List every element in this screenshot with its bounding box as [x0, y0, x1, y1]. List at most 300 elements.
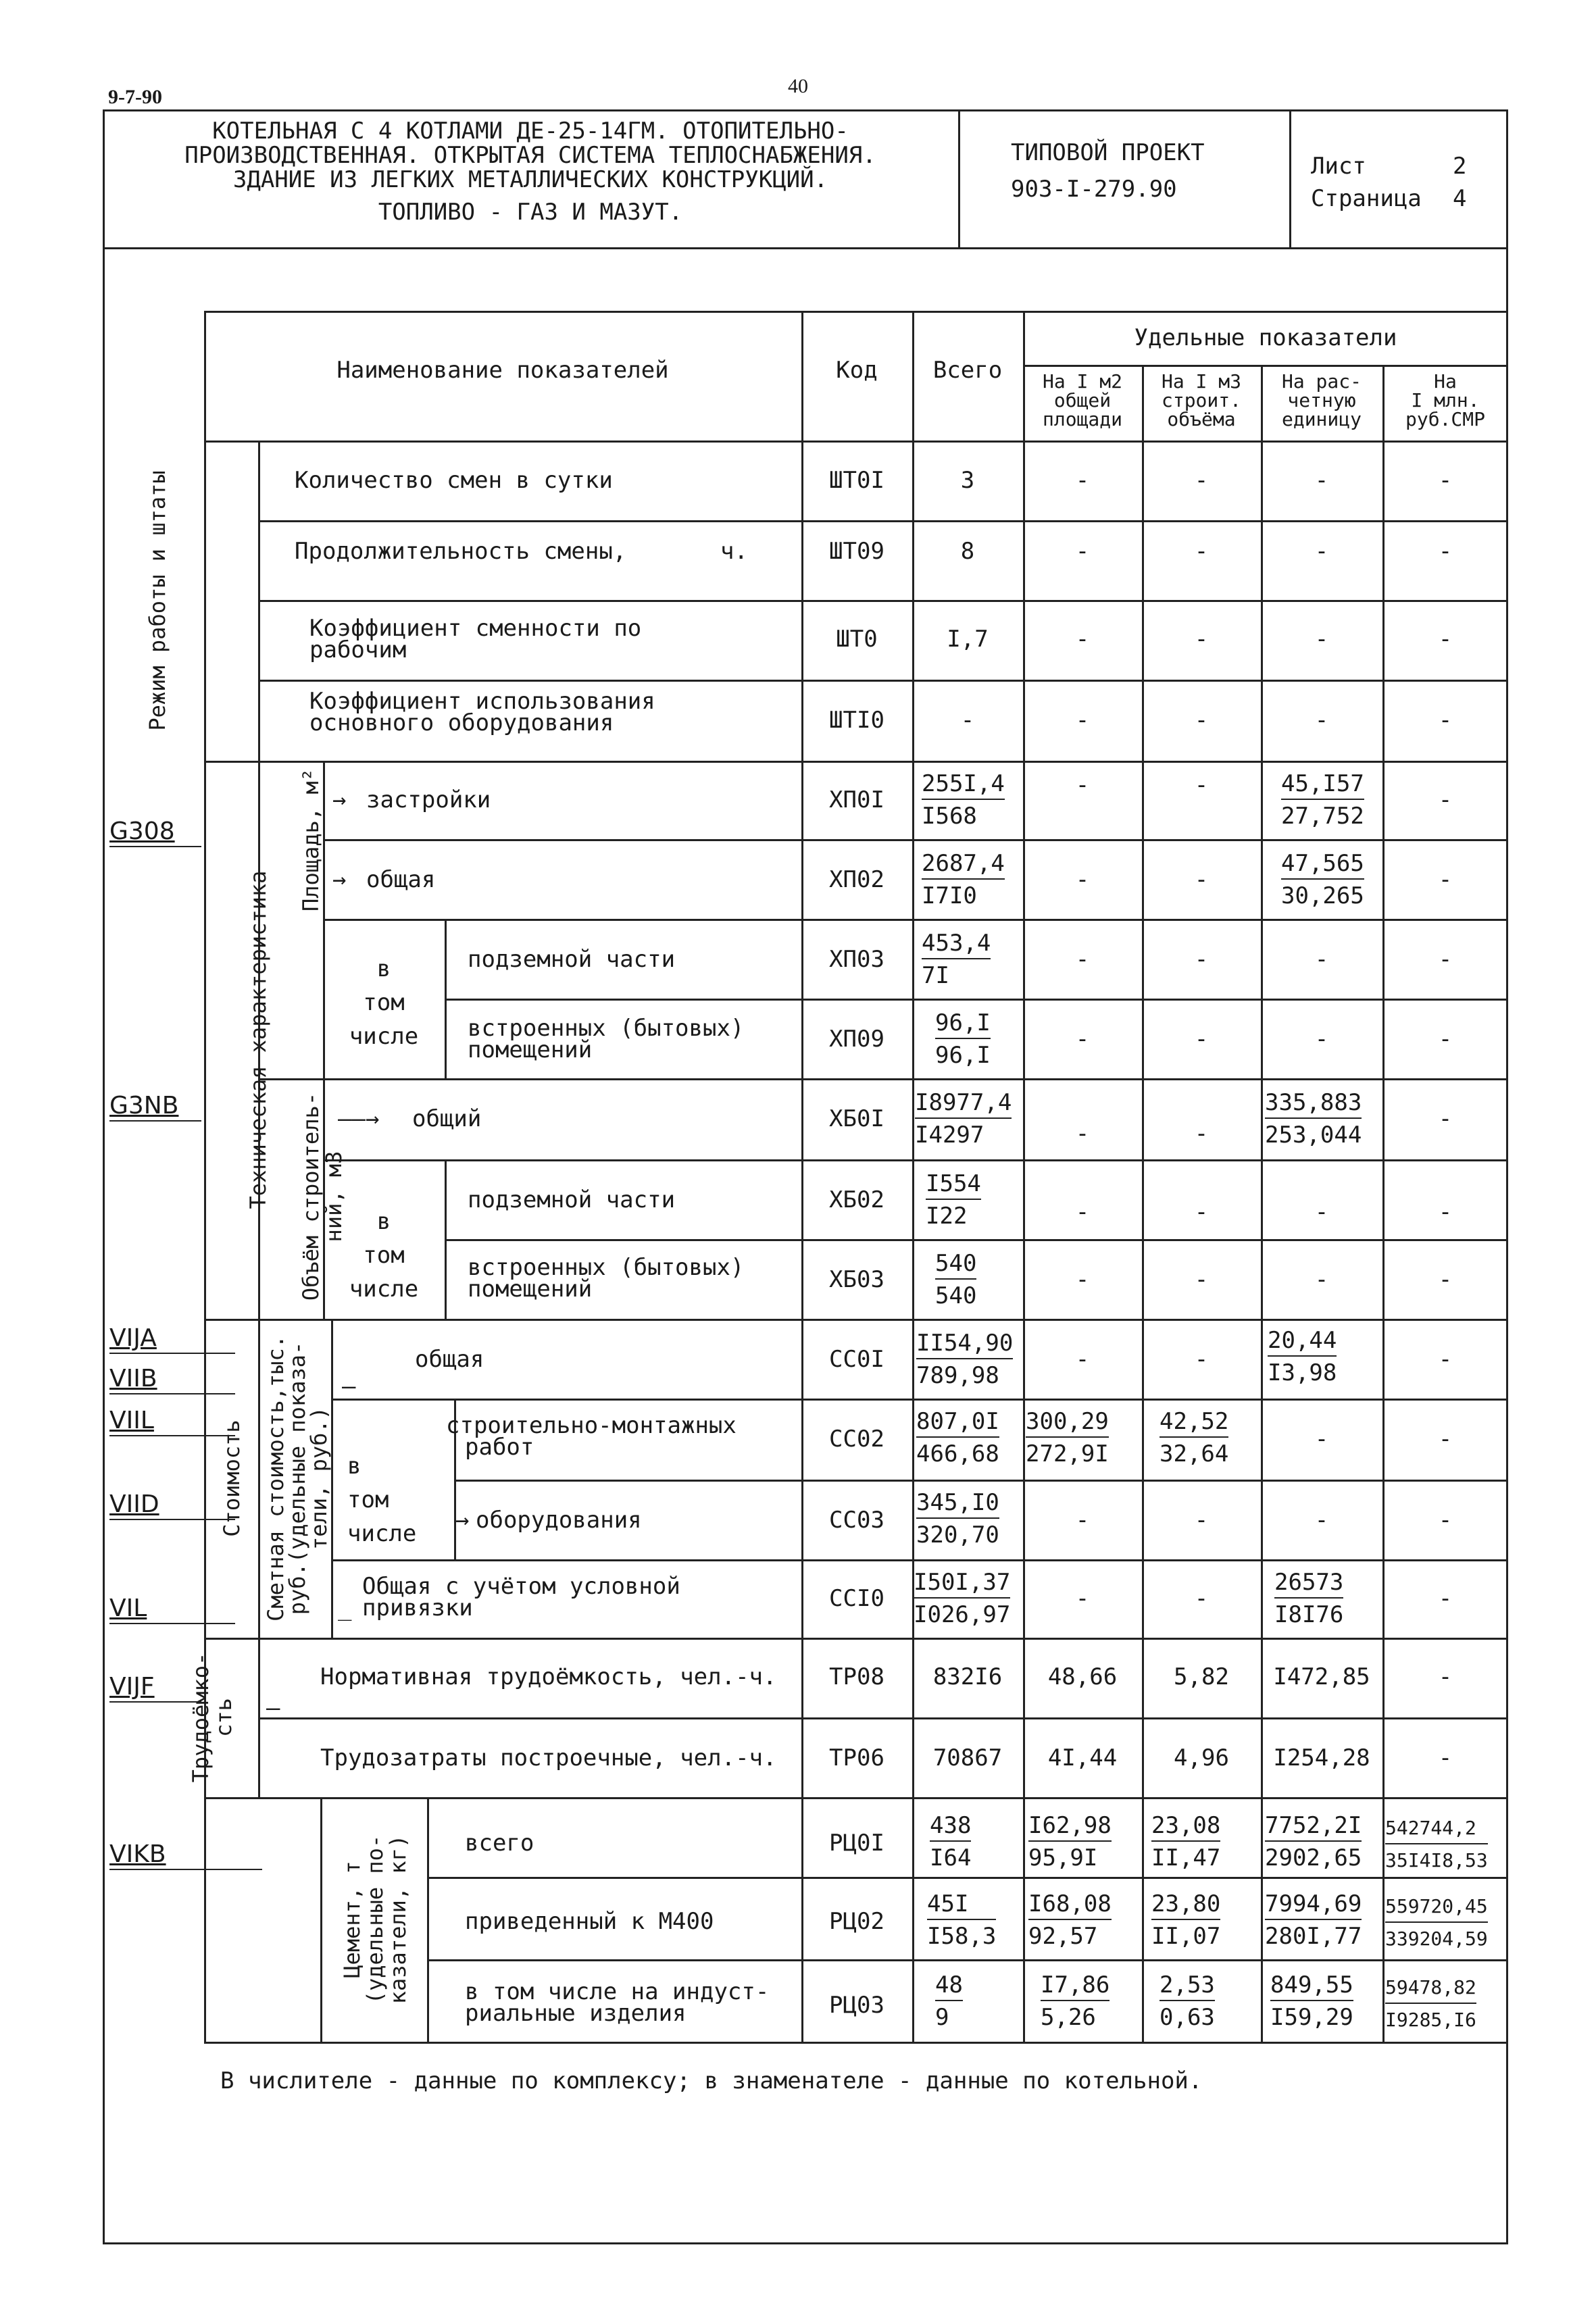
margin-tick: [109, 1120, 201, 1122]
denominator: 9: [935, 2004, 949, 2031]
group-line: [204, 1797, 1508, 1799]
row-code: СС03: [829, 1507, 884, 1534]
cell: -: [1194, 866, 1209, 893]
c4-fraction: [1385, 1894, 1488, 1951]
title-line-4: ТОПЛИВО - ГАЗ И МАЗУТ.: [378, 199, 683, 226]
cell: 48,66: [1047, 1663, 1118, 1690]
row-total-fraction: [916, 1331, 1013, 1388]
margin-tick: [109, 1393, 235, 1394]
cell: -: [1438, 1266, 1453, 1293]
group-cement-l3: казатели, кг): [385, 1834, 411, 2005]
cell: -: [1314, 946, 1329, 973]
row-unit: ч.: [720, 538, 748, 565]
cell: -: [1314, 1199, 1329, 1226]
cell: -: [1194, 1120, 1209, 1147]
denominator: 2902,65: [1265, 1844, 1362, 1871]
head-c3-l3: единицу: [1281, 408, 1362, 430]
row-total: 8: [960, 538, 975, 565]
group-cost-l2: руб.(удельные показа-: [284, 1341, 310, 1615]
incl-1-l2: том: [363, 989, 405, 1016]
row-label-l2: рабочим: [309, 636, 407, 663]
numerator: 45I: [927, 1892, 996, 1920]
head-c2-l2: строит.: [1161, 389, 1241, 411]
cell: -: [1314, 1026, 1329, 1053]
cell: I254,28: [1273, 1744, 1370, 1771]
cell: -: [1075, 866, 1090, 893]
numerator: 335,883: [1265, 1090, 1362, 1119]
sheet-label: Лист: [1311, 153, 1366, 180]
c3-fraction: [1274, 1570, 1343, 1627]
group-line: [204, 761, 1508, 763]
dash-glyph: —: [266, 1694, 280, 1721]
denominator: 272,9I: [1026, 1440, 1109, 1467]
margin-tick: [109, 1519, 235, 1520]
c3-fraction: [1265, 1892, 1362, 1948]
incl-col-line: [445, 919, 447, 1078]
margin-mark: G3NB: [109, 1092, 179, 1120]
cell: 4I,44: [1047, 1744, 1118, 1771]
denominator: 27,752: [1281, 803, 1364, 830]
row-code: ТР06: [829, 1744, 884, 1771]
row-total-fraction: [922, 772, 1005, 828]
document-date: 9-7-90: [108, 86, 162, 108]
row-total-fraction: [914, 1570, 1010, 1627]
c2-fraction: [1151, 1892, 1220, 1948]
cell: -: [1194, 1266, 1209, 1293]
row-code: ХП0I: [829, 786, 884, 813]
denominator: 92,57: [1028, 1923, 1098, 1950]
margin-tick: [109, 846, 201, 847]
row-label: приведенный к М400: [465, 1908, 714, 1935]
arrow-glyph: →: [332, 866, 347, 893]
cell: -: [1314, 1266, 1329, 1293]
numerator: 47,565: [1281, 851, 1364, 880]
cell: -: [1438, 1663, 1453, 1690]
row-line: [427, 1959, 1508, 1961]
row-code: СС02: [829, 1426, 884, 1453]
cement-col-line: [320, 1797, 322, 2042]
row-total-fraction: [930, 1813, 971, 1870]
numerator: 48: [935, 1973, 963, 2001]
head-c3-l2: четную: [1287, 389, 1356, 411]
margin-mark: VIID: [109, 1490, 159, 1518]
cell: -: [1075, 946, 1090, 973]
margin-mark: VIJA: [109, 1324, 157, 1352]
table-top: [204, 311, 1508, 313]
cell: -: [1075, 1585, 1090, 1612]
row-total: 832I6: [932, 1663, 1003, 1690]
row-total-fraction: [915, 1090, 1012, 1147]
row-line: [258, 680, 1508, 682]
cell: -: [1314, 707, 1329, 734]
c3-fraction: [1265, 1813, 1362, 1870]
cell: -: [1438, 538, 1453, 565]
margin-tick: [109, 1869, 262, 1870]
incl-3-l1: в: [347, 1453, 361, 1480]
row-label-l2: основного оборудования: [309, 709, 614, 736]
numerator: 26573: [1274, 1570, 1343, 1599]
row-code: ХП02: [829, 866, 884, 893]
cell: -: [1438, 707, 1453, 734]
denominator: I026,97: [914, 1601, 1011, 1628]
head-c2-l3: объёма: [1167, 408, 1236, 430]
col-c1-left: [1023, 311, 1025, 2043]
cell: 4,96: [1174, 1744, 1229, 1771]
row-label-l2: работ: [465, 1434, 534, 1461]
margin-mark: VIIL: [109, 1407, 154, 1434]
group-work-mode: Режим работы и штаты: [145, 470, 170, 731]
arrow-glyph: →: [455, 1507, 470, 1534]
c2-fraction: [1159, 1973, 1215, 2030]
row-line: [331, 1559, 1508, 1561]
row-total: 3: [960, 467, 975, 494]
head-specific: Удельные показатели: [1134, 324, 1397, 351]
row-label-l1: Коэффициент использования: [309, 688, 655, 715]
row-label-l1: строительно-монтажных: [446, 1412, 737, 1439]
cell: -: [1314, 626, 1329, 653]
row-code: ШТ0I: [829, 467, 884, 494]
cell: -: [1438, 1426, 1453, 1453]
denominator: 320,70: [916, 1521, 999, 1549]
numerator: 20,44: [1268, 1328, 1337, 1357]
row-total-fraction: [916, 1409, 999, 1466]
denominator: 540: [935, 1282, 977, 1309]
row-label: Трудозатраты построечные, чел.-ч.: [320, 1744, 777, 1771]
head-bottom: [204, 441, 1508, 443]
title-line-2: ПРОИЗВОДСТВЕННАЯ. ОТКРЫТАЯ СИСТЕМА ТЕПЛОСНАБЖЕНИЯ.: [184, 142, 876, 169]
row-code: РЦ03: [829, 1992, 884, 2019]
cell: -: [1075, 1199, 1090, 1226]
cell: -: [1438, 1585, 1453, 1612]
c1-fraction: [1028, 1892, 1112, 1948]
c3-fraction: [1281, 772, 1364, 828]
cell: -: [1438, 626, 1453, 653]
row-label: подземной части: [468, 946, 676, 973]
row-total-fraction: [935, 1011, 991, 1067]
row-label-l2: привязки: [362, 1594, 473, 1621]
margin-tick: [109, 1353, 235, 1354]
row-label: общий: [412, 1105, 482, 1132]
row-label-l1: Коэффициент сменности по: [309, 615, 642, 642]
row-line: [258, 520, 1508, 522]
row-code: ССI0: [829, 1585, 884, 1612]
numerator: 7994,69: [1265, 1892, 1362, 1920]
row-total-fraction: [935, 1251, 976, 1308]
margin-mark: VIIB: [109, 1365, 157, 1392]
row-line: [258, 600, 1508, 602]
numerator: 345,I0: [916, 1490, 999, 1519]
cell: -: [1194, 1507, 1209, 1534]
row-total-fraction: [927, 1892, 996, 1948]
title-line-3: ЗДАНИЕ ИЗ ЛЕГКИХ МЕТАЛЛИЧЕСКИХ КОНСТРУКЦИЙ.: [232, 166, 828, 193]
table-bottom: [204, 2042, 1508, 2044]
cell: -: [1194, 772, 1209, 799]
specific-sub-line: [1023, 365, 1508, 367]
cell: -: [1194, 467, 1209, 494]
incl-2-l1: в: [376, 1208, 391, 1235]
group-volume-l1: Объём строитель-: [298, 1092, 324, 1301]
cell: -: [1075, 772, 1090, 799]
dash-glyph: _: [338, 1594, 352, 1621]
cell: -: [1438, 1026, 1453, 1053]
numerator: 2687,4: [922, 851, 1005, 880]
denominator: 32,64: [1159, 1440, 1229, 1467]
project-number: 903-I-279.90: [1011, 176, 1177, 203]
numerator: II54,90: [916, 1331, 1013, 1359]
row-label: Нормативная трудоёмкость, чел.-ч.: [320, 1663, 777, 1690]
cell: -: [1314, 1426, 1329, 1453]
head-name: Наименование показателей: [336, 357, 669, 384]
incl-3-l2: том: [347, 1486, 389, 1513]
footnote: В числителе - данные по комплексу; в знаменателе - данные по котельной.: [220, 2067, 1203, 2094]
cell: -: [1194, 1585, 1209, 1612]
row-label-l1: встроенных (бытовых): [468, 1015, 745, 1042]
dash-glyph: —: [342, 1373, 356, 1400]
group-cost-l3: тели, руб.): [306, 1407, 332, 1550]
incl-1-l3: числе: [349, 1023, 419, 1050]
denominator: I7I0: [922, 882, 977, 909]
numerator: 540: [935, 1251, 976, 1280]
header-divider-1: [958, 109, 960, 249]
row-total-fraction: [916, 1490, 999, 1547]
cell: -: [1075, 626, 1090, 653]
denominator: I568: [922, 803, 977, 830]
head-c1-l2: общей: [1053, 389, 1112, 411]
row-total-fraction: [926, 1172, 981, 1228]
row-code: РЦ0I: [829, 1830, 884, 1857]
cell: -: [1438, 866, 1453, 893]
c4-fraction: [1385, 1816, 1488, 1873]
numerator: 849,55: [1270, 1973, 1353, 2001]
page-label: Страница: [1311, 185, 1422, 212]
cell: -: [1075, 1120, 1090, 1147]
head-c4-l2: I млн.: [1411, 389, 1480, 411]
cell: -: [1438, 1744, 1453, 1771]
cell: -: [1075, 467, 1090, 494]
denominator: 339204,59: [1385, 1928, 1488, 1950]
row-label-l2: помещений: [468, 1036, 593, 1063]
head-code: Код: [836, 357, 878, 384]
group-cost-l1: Сметная стоимость,тыс.: [263, 1335, 289, 1621]
row-label: всего: [465, 1830, 534, 1857]
group-line: [204, 1638, 1508, 1640]
numerator: 2,53: [1159, 1973, 1215, 2001]
row-code: ХБ0I: [829, 1105, 884, 1132]
row-code: ШТ09: [829, 538, 884, 565]
group-cost: Стоимость: [219, 1419, 245, 1537]
numerator: I554: [926, 1172, 981, 1200]
numerator: I8977,4: [915, 1090, 1012, 1119]
numerator: I68,08: [1028, 1892, 1112, 1920]
denominator: 30,265: [1281, 882, 1364, 909]
cell: -: [1194, 1199, 1209, 1226]
margin-mark: VIKB: [109, 1840, 166, 1868]
denominator: I64: [930, 1844, 972, 1871]
margin-mark: G308: [109, 818, 175, 845]
denominator: 280I,77: [1265, 1923, 1362, 1950]
row-label: застройки: [366, 786, 491, 813]
head-c4-l1: На: [1434, 370, 1457, 393]
denominator: I59,29: [1270, 2004, 1353, 2031]
head-c2-l1: На I м3: [1161, 370, 1241, 393]
numerator: 559720,45: [1385, 1894, 1488, 1923]
numerator: 7752,2I: [1265, 1813, 1362, 1842]
margin-tick: [109, 1701, 201, 1703]
row-code: ШТ0: [836, 626, 878, 653]
row-label-l1: Общая с учётом условной: [362, 1573, 680, 1600]
numerator: I7,86: [1041, 1973, 1109, 2001]
numerator: 255I,4: [922, 772, 1005, 800]
cell: -: [1314, 538, 1329, 565]
header-bottom-line: [103, 247, 1508, 249]
cell: -: [1438, 1507, 1453, 1534]
c1-fraction: [1026, 1409, 1109, 1466]
page-value: 4: [1453, 185, 1467, 212]
row-line: [427, 1877, 1508, 1879]
row-code: ТР08: [829, 1663, 884, 1690]
row-line: [323, 919, 1508, 921]
row-label: общая: [366, 866, 436, 893]
numerator: 96,I: [935, 1011, 991, 1039]
cell: -: [1438, 1346, 1453, 1373]
c3-fraction: [1268, 1328, 1337, 1385]
cell: -: [1194, 946, 1209, 973]
head-c3-l1: На рас-: [1281, 370, 1362, 393]
numerator: 453,4: [922, 931, 991, 959]
cell: -: [1314, 1507, 1329, 1534]
row-code: РЦ02: [829, 1908, 884, 1935]
denominator: 253,044: [1265, 1122, 1362, 1149]
denominator: 7I: [922, 962, 949, 989]
incl-col-line: [445, 1159, 447, 1319]
row-total: -: [960, 707, 975, 734]
group-labor-l2: сть: [211, 1698, 236, 1737]
c2-fraction: [1151, 1813, 1220, 1870]
margin-tick: [109, 1435, 235, 1436]
row-code: СС0I: [829, 1346, 884, 1373]
cell: -: [1194, 538, 1209, 565]
row-label-l2: риальные изделия: [465, 2000, 687, 2027]
row-total-fraction: [922, 851, 1005, 908]
denominator: 95,9I: [1028, 1844, 1098, 1871]
cell: -: [1075, 1026, 1090, 1053]
numerator: 300,29: [1026, 1409, 1109, 1438]
c2-fraction: [1159, 1409, 1228, 1466]
project-type: ТИПОВОЙ ПРОЕКТ: [1011, 139, 1205, 166]
margin-mark: VIJF: [109, 1673, 155, 1701]
denominator: I9285,I6: [1385, 2009, 1476, 2031]
head-c4-l3: руб.СМР: [1405, 408, 1485, 430]
head-c1-l3: площади: [1042, 408, 1122, 430]
group-tech: Техническая характеристика: [245, 870, 271, 1209]
margin-mark: VIL: [109, 1594, 147, 1622]
denominator: 0,63: [1159, 2004, 1215, 2031]
col-total-left: [912, 311, 914, 2043]
header-divider-2: [1289, 109, 1291, 249]
denominator: 96,I: [935, 1042, 991, 1069]
denominator: 5,26: [1041, 2004, 1096, 2031]
c4-fraction: [1385, 1976, 1476, 2032]
cell: -: [1194, 1346, 1209, 1373]
row-total: 70867: [932, 1744, 1003, 1771]
head-total: Всего: [932, 357, 1003, 384]
incl-3-l3: числе: [347, 1520, 417, 1547]
row-label-l1: в том числе на индуст-: [465, 1978, 770, 2005]
denominator: I4297: [915, 1122, 984, 1149]
row-label: оборудования: [476, 1507, 642, 1534]
c3-fraction: [1270, 1973, 1353, 2030]
page-number: 40: [788, 75, 808, 97]
row-line: [445, 1239, 1508, 1241]
numerator: 59478,82: [1385, 1976, 1476, 2004]
row-label: Количество смен в сутки: [295, 467, 613, 494]
row-label: подземной части: [468, 1186, 676, 1213]
c3-fraction: [1281, 851, 1364, 908]
sheet-value: 2: [1453, 153, 1467, 180]
row-total-fraction: [922, 931, 991, 988]
row-code: ХБ02: [829, 1186, 884, 1213]
group-cement-l1: Цемент, т: [339, 1861, 365, 1978]
row-line: [454, 1480, 1508, 1482]
numerator: 23,80: [1151, 1892, 1220, 1920]
group-line: [204, 1319, 1508, 1321]
numerator: 45,I57: [1281, 772, 1364, 800]
row-label-l1: встроенных (бытовых): [468, 1254, 745, 1281]
cell: -: [1438, 467, 1453, 494]
row-label: общая: [415, 1346, 484, 1373]
incl-2-l2: том: [363, 1242, 405, 1269]
group-labor-l1: Трудоёмко-: [188, 1652, 214, 1783]
row-total: I,7: [947, 626, 989, 653]
numerator: 807,0I: [916, 1409, 999, 1438]
row-code: ХБ03: [829, 1266, 884, 1293]
margin-tick: [109, 1623, 235, 1624]
denominator: 466,68: [916, 1440, 999, 1467]
title-line-1: КОТЕЛЬНАЯ С 4 КОТЛАМИ ДЕ-25-14ГМ. ОТОПИТЕЛЬНО-: [212, 118, 849, 145]
numerator: I50I,37: [914, 1570, 1010, 1599]
cell: 5,82: [1174, 1663, 1229, 1690]
denominator: I22: [926, 1203, 968, 1230]
row-code: ХП03: [829, 946, 884, 973]
cell: -: [1075, 1346, 1090, 1373]
denominator: 789,98: [916, 1362, 999, 1389]
numerator: 42,52: [1159, 1409, 1228, 1438]
cell: -: [1075, 1266, 1090, 1293]
cell: -: [1438, 786, 1453, 813]
cell: -: [1438, 1199, 1453, 1226]
group-cement-l2: (удельные по-: [362, 1834, 388, 2005]
head-c1-l1: На I м2: [1042, 370, 1122, 393]
numerator: I62,98: [1028, 1813, 1112, 1842]
numerator: 23,08: [1151, 1813, 1220, 1842]
arrow-glyph: →: [332, 786, 347, 813]
cell: -: [1438, 1105, 1453, 1132]
cell: -: [1194, 1026, 1209, 1053]
cell: -: [1194, 707, 1209, 734]
row-line: [445, 999, 1508, 1001]
row-total-fraction: [935, 1973, 963, 2030]
row-line: [331, 1399, 1508, 1401]
cement-col-line2: [427, 1797, 429, 2042]
denominator: II,07: [1151, 1923, 1221, 1950]
cell: -: [1194, 626, 1209, 653]
row-code: ШТI0: [829, 707, 884, 734]
row-line: [323, 1159, 1508, 1161]
incl-2-l3: числе: [349, 1276, 419, 1303]
denominator: I3,98: [1268, 1359, 1337, 1386]
numerator: 542744,2: [1385, 1816, 1488, 1844]
cell: I472,85: [1273, 1663, 1370, 1690]
